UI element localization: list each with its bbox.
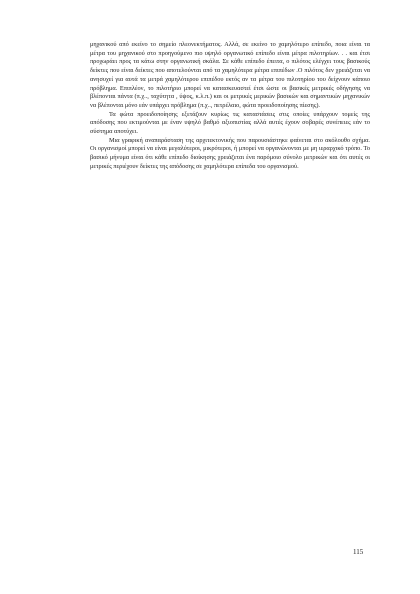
paragraph-2: Τα φώτα προειδοποίησης εξετάζουν κυρίως τις καταστάσεις στις οποίες υπάρχουν τομείς της απόδοσης που εκτιμούνται με έναν υψηλό βαθμό αξιοπιστίας αλλά αυτές έχουν σοβαρές συνέπειες εάν το σύστημα αποτύχει. — [90, 110, 370, 136]
paragraph-3: Μια γραφική αναπαράσταση της αρχιτεκτονικής που παρουσιάστηκε φαίνεται στο ακόλουθο σχήμα. Οι οργανισμοί μπορεί να είναι μεγαλύτεροι, μικρότεροι, ή μπορεί να οργανώνονται με μη ιεραρχικό τρόπο. Το βασικό μήνυμα είναι ότι κάθε επίπεδο διοίκησης χρειάζεται ένα παρόμοιο σύνολο μετρικών και ότι αυτές οι μετρικές περιέχουν δείκτες της απόδοσης σε χαμηλότερα επίπεδα του οργανισμού. — [90, 136, 370, 170]
body-text — [90, 41, 370, 172]
paragraph-1: μηχανικού από εκείνο το σημείο πλεονεκτήματος. Αλλά, σε εκείνο το χαμηλότερο επίπεδο, ποια είναι τα μέτρα του μηχανικού στο προηγούμενο πιο υψηλό οργανωτικό επίπεδο είναι μέτρα πιλοτηρίων. . . και έτσι προχωράει προς τα κάτω στην οργανωτική σκάλα. Σε κάθε επίπεδο έπειτα, ο πιλότος ελέγχει τους βασικούς δείκτες που είναι δείκτες που αποτελούνται από τα χαμηλότερα μέτρα επιπέδων .Ο πιλότος δεν χρειάζεται να ανησυχεί για αυτά τα μετρά χαμηλότερου επιπέδου εκτός αν τα μέτρα του πιλοτηρίου του δείχνουν κάποιο πρόβλημα. Επιπλέον, το πιλοτήριο μπορεί να κατασκευαστεί έτσι ώστε οι βασικές μετρικές οδήγησης να βλέπονται πάντα (π.χ.., ταχύτητα , ύψος, κ.λ.π.) και οι μετρικές μερικών βασικών και σημαντικών μηχανικών να βλέπονται μόνο εάν υπάρχει πρόβλημα (π.χ.., πετρέλαιο, φώτα προειδοποίησης πίεσης). — [90, 41, 370, 109]
page-number: 115 — [353, 548, 364, 556]
